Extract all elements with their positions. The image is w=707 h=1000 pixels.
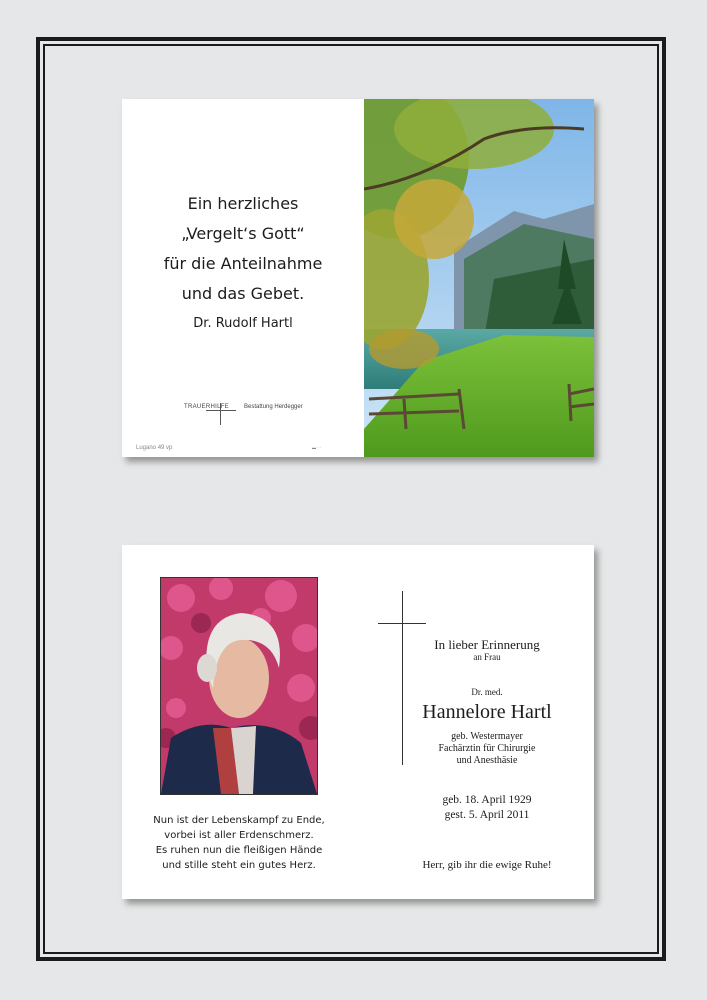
memorial-verse [122,813,356,873]
cross-icon [402,591,403,765]
thank-you-line: und das Gebet. [181,284,305,303]
life-dates [412,793,562,823]
landscape-photo [364,99,594,457]
model-code: Lugano 49 vp [136,445,173,451]
printer-logo: ▬ ··· [312,445,322,450]
portrait-photo [160,577,318,795]
thank-you-line: Ein herzliches [187,194,299,213]
birth-date: geb. 18. April 1929 [442,794,532,806]
thank-you-card [122,99,594,457]
academic-title: Dr. med. [471,687,503,697]
memorial-card [122,545,594,899]
verse-line: und stille steht ein gutes Herz. [162,860,316,871]
detail-line: und Anesthäsie [456,755,518,766]
funeral-home-logo [184,400,314,428]
death-date: gest. 5. April 2011 [444,809,530,821]
funeral-home-name: Bestattung Herdegger [244,404,303,410]
memory-subheading: an Frau [473,652,501,662]
verse-line: Es ruhen nun die fleißigen Hände [155,845,323,856]
cross-icon-bar [378,623,426,624]
closing-prayer: Herr, gib ihr die ewige Ruhe! [422,859,552,871]
thank-you-line: „Vergelt‘s Gott“ [181,224,305,243]
logo-cross-bar [206,410,236,411]
deceased-name: Hannelore Hartl [422,701,552,723]
thank-you-line: für die Anteilnahme [163,254,323,273]
detail-line: geb. Westermayer [451,731,523,742]
signer-name: Dr. Rudolf Hartl [193,316,293,331]
thank-you-message [122,189,364,309]
verse-line: Nun ist der Lebenskampf zu Ende, [153,815,325,826]
verse-line: vorbei ist aller Erdenschmerz. [164,830,314,841]
portrait-image [161,578,317,794]
memory-heading: In lieber Erinnerung [434,637,540,652]
detail-line: Fachärztin für Chirurgie [438,743,536,754]
deceased-details [412,731,562,767]
thank-you-text-panel [122,99,364,457]
landscape-image [364,99,594,457]
logo-wordmark: TRAUERHILFE [184,404,229,410]
